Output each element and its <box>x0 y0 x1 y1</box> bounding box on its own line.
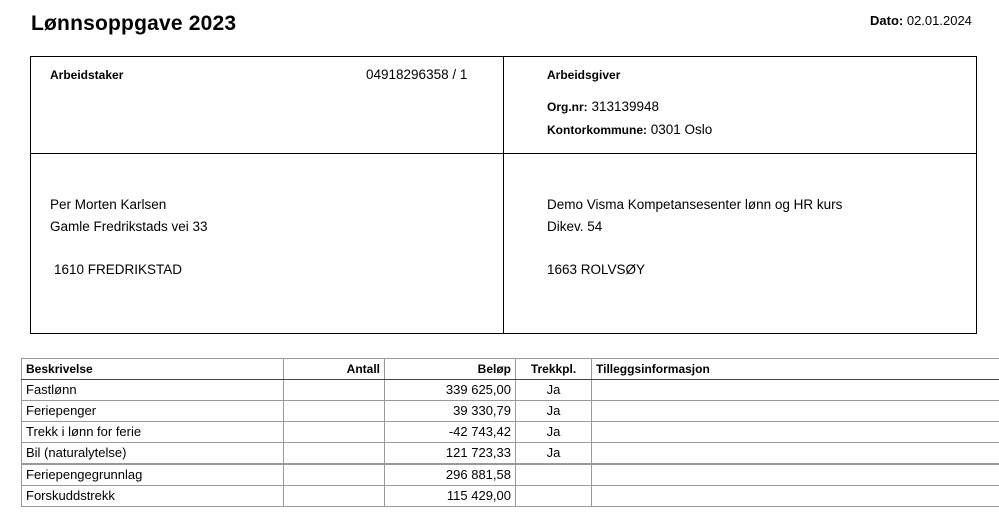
row-deductible: Ja <box>516 380 592 401</box>
table-row <box>22 464 999 486</box>
row-amount: 339 625,00 <box>385 380 516 401</box>
employee-address: Gamle Fredrikstads vei 33 <box>50 219 208 234</box>
row-description: Feriepenger <box>22 401 284 422</box>
table-row <box>22 443 999 465</box>
row-count <box>284 401 385 422</box>
office-value: 0301 Oslo <box>650 122 713 137</box>
header-tax-deductible: Trekkpl. <box>516 359 592 380</box>
row-info <box>592 443 999 465</box>
row-info <box>592 422 999 443</box>
row-deductible <box>516 464 592 486</box>
header-amount-count: Antall <box>284 359 385 380</box>
office-label: Kontorkommune: <box>547 123 647 137</box>
table-row <box>22 380 999 401</box>
table-header-row <box>22 359 999 380</box>
employee-name: Per Morten Karlsen <box>50 197 167 212</box>
employer-office <box>547 122 712 137</box>
org-value: 313139948 <box>591 99 660 114</box>
date-label: Dato: <box>870 13 904 28</box>
row-description: Fastlønn <box>22 380 284 401</box>
employer-address: Dikev. 54 <box>547 219 603 234</box>
employer-label: Arbeidsgiver <box>547 68 621 82</box>
row-description: Feriepengegrunnlag <box>22 464 284 486</box>
employer-name: Demo Visma Kompetansesenter lønn og HR kurs <box>547 197 843 212</box>
row-description: Bil (naturalytelse) <box>22 443 284 465</box>
header-description: Beskrivelse <box>22 359 284 380</box>
row-deductible: Ja <box>516 401 592 422</box>
row-description: Trekk i lønn for ferie <box>22 422 284 443</box>
row-count <box>284 464 385 486</box>
header-additional-info: Tilleggsinformasjon <box>592 359 999 380</box>
table-row <box>22 422 999 443</box>
row-description: Forskuddstrekk <box>22 486 284 507</box>
row-count <box>284 380 385 401</box>
row-amount: -42 743,42 <box>385 422 516 443</box>
employee-postal: 1610 FREDRIKSTAD <box>54 262 183 277</box>
row-deductible: Ja <box>516 422 592 443</box>
row-deductible <box>516 486 592 507</box>
row-amount: 115 429,00 <box>385 486 516 507</box>
row-info <box>592 486 999 507</box>
employee-label: Arbeidstaker <box>50 68 124 82</box>
employer-org <box>547 99 659 114</box>
row-amount: 121 723,33 <box>385 443 516 465</box>
org-label: Org.nr: <box>547 100 588 114</box>
row-info <box>592 380 999 401</box>
table-row <box>22 486 999 507</box>
table-row <box>22 401 999 422</box>
row-amount: 296 881,58 <box>385 464 516 486</box>
row-deductible: Ja <box>516 443 592 465</box>
page-title: Lønnsoppgave 2023 <box>31 12 237 35</box>
row-count <box>284 486 385 507</box>
date <box>870 13 972 28</box>
salary-table <box>21 358 999 507</box>
employer-postal: 1663 ROLVSØY <box>547 262 646 277</box>
row-amount: 39 330,79 <box>385 401 516 422</box>
header-amount: Beløp <box>385 359 516 380</box>
row-info <box>592 401 999 422</box>
employee-id: 04918296358 / 1 <box>366 67 468 82</box>
box-divider-vertical <box>503 56 504 334</box>
box-divider-horizontal <box>30 153 977 154</box>
row-info <box>592 464 999 486</box>
row-count <box>284 422 385 443</box>
row-count <box>284 443 385 465</box>
date-value: 02.01.2024 <box>906 13 972 28</box>
